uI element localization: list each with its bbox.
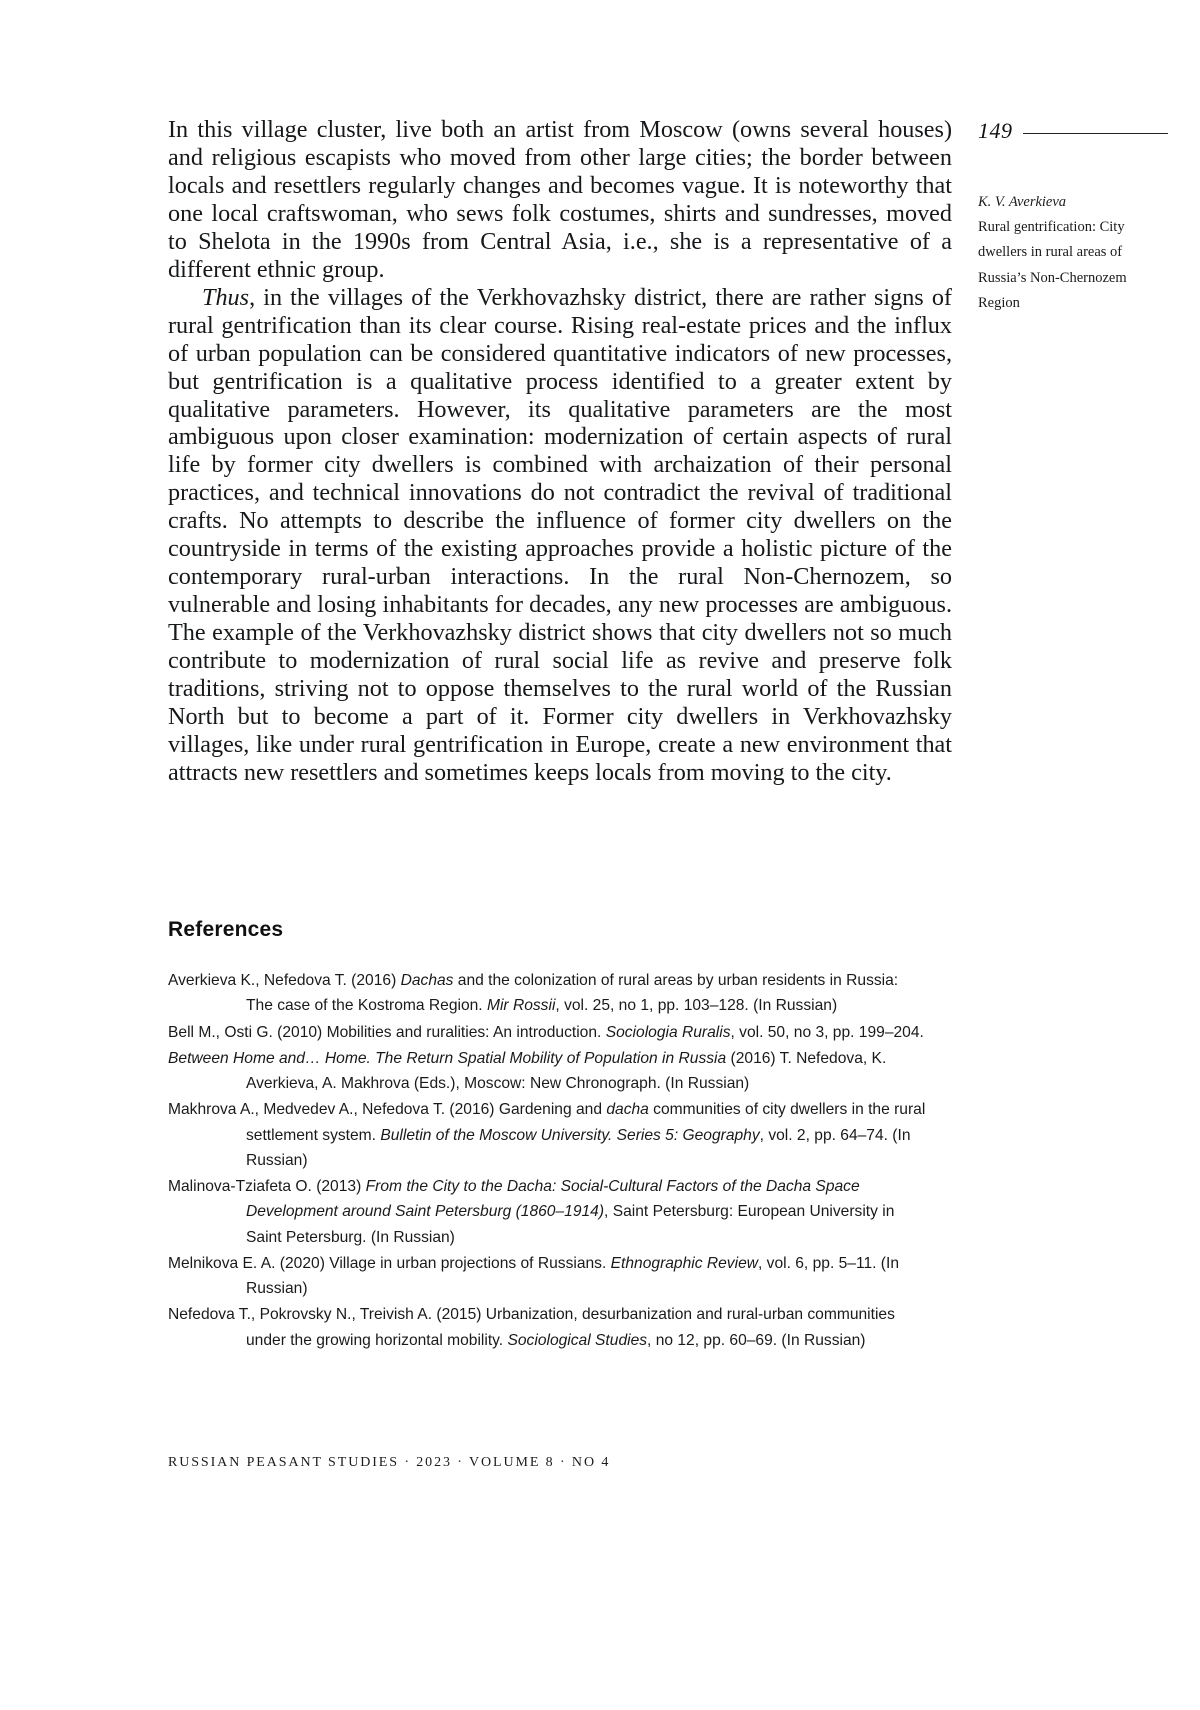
- page-number: 149: [978, 118, 1013, 143]
- reference-entry: [168, 1174, 928, 1250]
- folio-rule: [1023, 133, 1169, 134]
- reference-text-run: Ethnographic Review: [610, 1254, 758, 1272]
- reference-text-run: , vol. 2, pp. 64–74. (In Russian): [246, 1126, 911, 1169]
- reference-text-run: and the colonization of rural areas by urban residents in Russia: The case of the Kostroma Region.: [246, 972, 899, 1015]
- reference-text-run: Between Home and… Home. The Return Spatial Mobility of Population in Russia: [168, 1049, 727, 1067]
- reference-text-run: Averkieva K., Nefedova T. (2016): [168, 972, 401, 989]
- reference-text-run: Malinova-Tziafeta O. (2013): [168, 1178, 366, 1195]
- references-heading: References: [168, 918, 284, 941]
- reference-text-run: , vol. 6, pp. 5–11. (In Russian): [246, 1254, 900, 1297]
- reference-text-run: Sociological Studies: [507, 1331, 648, 1349]
- body-text: [168, 116, 952, 787]
- reference-text-run: Melnikova E. A. (2020) Village in urban projections of Russians.: [168, 1254, 611, 1272]
- reference-entry: [168, 968, 928, 1019]
- reference-text-run: , Saint Petersburg: European University in Saint Petersburg. (In Russian): [246, 1203, 895, 1246]
- page-footer: RUSSIAN PEASANT STUDIES · 2023 · VOLUME 8 · NO 4: [168, 1455, 611, 1470]
- reference-text-run: Dachas: [400, 972, 454, 989]
- reference-entry: [168, 1302, 928, 1353]
- references-list: [168, 968, 928, 1354]
- reference-text-run: From the City to the Dacha: Social-Cultural Factors of the Dacha Space Development around Saint Petersburg (1860–1914): [246, 1178, 860, 1221]
- running-head-author: K. V. Averkieva: [978, 194, 1067, 210]
- reference-text-run: , vol. 50, no 3, pp. 199–204.: [730, 1023, 924, 1041]
- reference-text-run: Bulletin of the Moscow University. Series 5: Geography: [380, 1126, 760, 1144]
- reference-text-run: , vol. 25, no 1, pp. 103–128. (In Russian): [555, 997, 838, 1015]
- paragraph-1: In this village cluster, live both an artist from Moscow (owns several houses) and religious escapists who moved from other large cities; the border between locals and resettlers regularly changes and becomes vague. It is noteworthy that one local craftswoman, who sews folk costumes, shirts and sundresses, moved to Shelota in the 1990s from Central Asia, i.e., she is a representative of a different ethnic group.: [168, 116, 952, 283]
- reference-text-run: (2016) T. Nefedova, K. Averkieva, A. Makhrova (Eds.), Moscow: New Chronograph. (In Russian): [246, 1049, 887, 1092]
- reference-text-run: Bell M., Osti G. (2010) Mobilities and ruralities: An introduction.: [168, 1023, 606, 1041]
- running-head-title: Rural gentrification: City dwellers in rural areas of Russia’s Non-Chernozem Region: [978, 219, 1127, 311]
- reference-text-run: Sociologia Ruralis: [605, 1023, 731, 1041]
- paragraph-2-text: , in the villages of the Verkhovazhsky district, there are rather signs of rural gentrification than its clear course. Rising real-estate prices and the influx of urban population can be considered quantitative indicators of new processes, but gentrification is a qualitative process identified to a greater extent by qualitative parameters. However, its qualitative parameters are the most ambiguous upon closer examination: modernization of certain aspects of rural life by former city dwellers is combined with archaization of their personal practices, and technical innovations do not contradict the revival of traditional crafts. No attempts to describe the influence of former city dwellers on the countryside in terms of the existing approaches provide a holistic picture of the contemporary rural-urban interactions. In the rural Non-Chernozem, so vulnerable and losing inhabitants for decades, any new processes are ambiguous. The example of the Verkhovazhsky district shows that city dwellers not so much contribute to modernization of rural social life as revive and preserve folk traditions, striving not to oppose themselves to the rural world of the Russian North but to become a part of it. Former city dwellers in Verkhovazhsky villages, like under rural gentrification in Europe, create a new environment that attracts new resettlers and sometimes keeps locals from moving to the city.: [168, 283, 952, 786]
- reference-text-run: Nefedova T., Pokrovsky N., Treivish A. (2015) Urbanization, desurbanization and rural-urban communities under the growing horizontal mobility.: [168, 1306, 895, 1349]
- reference-entry: [168, 1251, 928, 1302]
- paragraph-2: [168, 284, 952, 787]
- margin-column: [978, 118, 1168, 316]
- reference-text-run: communities of city dwellers in the rural settlement system.: [246, 1101, 926, 1144]
- reference-entry: [168, 1046, 928, 1097]
- reference-text-run: , no 12, pp. 60–69. (In Russian): [647, 1331, 866, 1349]
- folio-row: [978, 118, 1168, 144]
- reference-entry: [168, 1097, 928, 1173]
- reference-entry: [168, 1020, 928, 1045]
- paragraph-2-lead-in: Thus: [202, 283, 250, 311]
- running-head: [978, 190, 1144, 316]
- reference-text-run: dacha: [606, 1101, 649, 1119]
- reference-text-run: Makhrova A., Medvedev A., Nefedova T. (2016) Gardening and: [168, 1101, 607, 1119]
- reference-text-run: Mir Rossii: [486, 997, 556, 1015]
